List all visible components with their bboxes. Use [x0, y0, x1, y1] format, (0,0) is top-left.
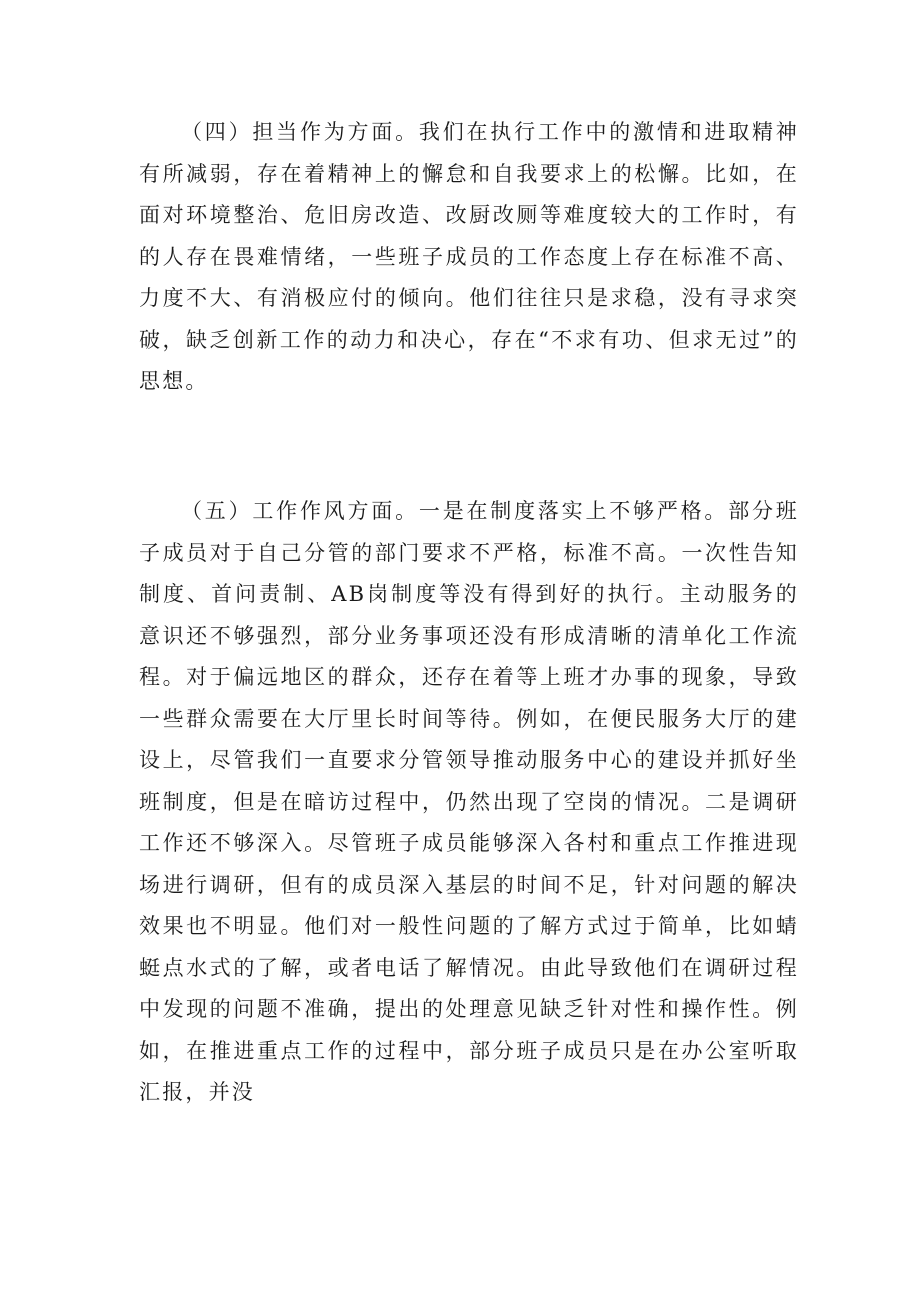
paragraph-commitment: （四）担当作为方面。我们在执行工作中的激情和进取精神有所减弱，存在着精神上的懈怠和自我要求上的松懈。比如，在面对环境整治、危旧房改造、改厨改厕等难度较大的工作时，有的人存在畏难情绪，一些班子成员的工作态度上存在标准不高、力度不大、有消极应付的倾向。他们往往只是求稳，没有寻求突破，缺乏创新工作的动力和决心，存在“不求有功、但求无过”的思想。	[139, 120, 799, 393]
paragraph-work-style: （五）工作作风方面。一是在制度落实上不够严格。部分班子成员对于自己分管的部门要求不严格，标准不高。一次性告知制度、首问责制、AB岗制度等没有得到好的执行。主动服务的意识还不够强烈，部分业务事项还没有形成清晰的清单化工作流程。对于偏远地区的群众，还存在着等上班才办事的现象，导致一些群众需要在大厅里长时间等待。例如，在便民服务大厅的建设上，尽管我们一直要求分管领导推动服务中心的建设并抓好坐班制度，但是在暗访过程中，仍然出现了空岗的情况。二是调研工作还不够深入。尽管班子成员能够深入各村和重点工作推进现场进行调研，但有的成员深入基层的时间不足，针对问题的解决效果也不明显。他们对一般性问题的了解方式过于简单，比如蜻蜓点水式的了解，或者电话了解情况。由此导致他们在调研过程中发现的问题不准确，提出的处理意见缺乏针对性和操作性。例如，在推进重点工作的过程中，部分班子成员只是在办公室听取汇报，并没	[139, 499, 799, 1104]
